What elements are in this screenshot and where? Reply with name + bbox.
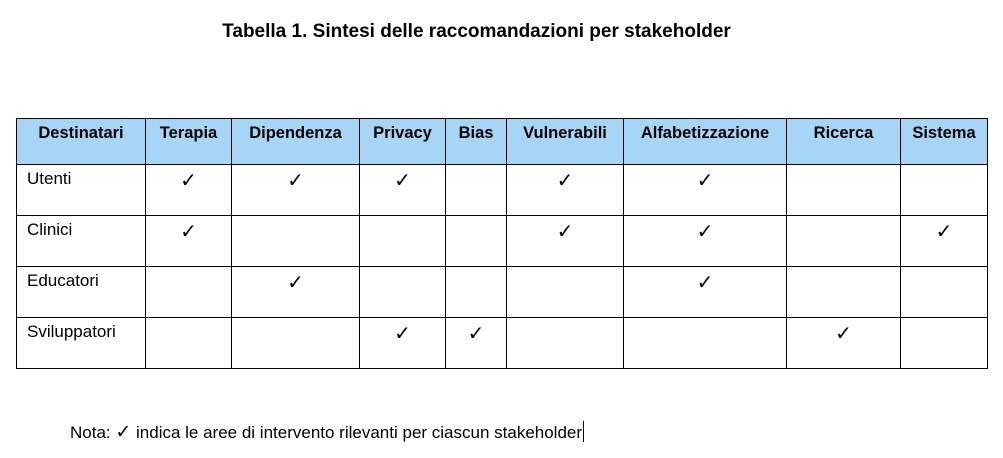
checkmark-icon: ✓ — [287, 270, 304, 294]
row-label-cell: Utenti — [17, 165, 146, 216]
table-cell — [624, 165, 787, 216]
checkmark-icon: ✓ — [180, 219, 197, 243]
table-cell — [360, 165, 446, 216]
header-cell-privacy: Privacy — [360, 119, 446, 165]
table-cell — [446, 165, 507, 216]
table-cell — [146, 165, 232, 216]
table-cell — [446, 267, 507, 318]
table-cell — [507, 165, 624, 216]
table-cell — [624, 216, 787, 267]
checkmark-icon: ✓ — [835, 321, 852, 345]
header-cell-sistema: Sistema — [901, 119, 988, 165]
recommendations-table — [16, 118, 988, 369]
row-label-cell: Sviluppatori — [17, 318, 146, 369]
table-cell — [901, 216, 988, 267]
table-cell — [901, 165, 988, 216]
checkmark-icon: ✓ — [394, 321, 411, 345]
table-cell — [507, 216, 624, 267]
header-cell-terapia: Terapia — [146, 119, 232, 165]
table-note[interactable] — [70, 421, 584, 444]
table-cell — [507, 267, 624, 318]
header-cell-ricerca: Ricerca — [787, 119, 901, 165]
checkmark-icon: ✓ — [696, 168, 714, 192]
header-cell-dipendenza: Dipendenza — [232, 119, 360, 165]
checkmark-icon: ✓ — [696, 270, 714, 294]
checkmark-icon: ✓ — [935, 219, 953, 243]
note-prefix: Nota: — [70, 423, 116, 442]
table-cell — [360, 216, 446, 267]
checkmark-icon: ✓ — [696, 219, 714, 243]
note-text: indica le aree di intervento rilevanti per ciascun stakeholder — [131, 423, 583, 442]
checkmark-icon: ✓ — [394, 168, 411, 192]
table-title: Tabella 1. Sintesi delle raccomandazioni per stakeholder — [222, 21, 731, 42]
header-cell-bias: Bias — [446, 119, 507, 165]
table-cell — [360, 267, 446, 318]
table-cell — [232, 318, 360, 369]
table-row — [17, 216, 988, 267]
table-cell — [507, 318, 624, 369]
checkmark-icon: ✓ — [115, 421, 132, 443]
table-row — [17, 267, 988, 318]
header-cell-vulnerabili: Vulnerabili — [507, 119, 624, 165]
checkmark-icon: ✓ — [467, 321, 485, 345]
text-cursor — [583, 421, 584, 442]
checkmark-icon: ✓ — [556, 168, 574, 192]
table-cell — [787, 165, 901, 216]
table-cell — [787, 216, 901, 267]
checkmark-icon: ✓ — [180, 168, 197, 192]
table-cell — [146, 267, 232, 318]
table-cell — [360, 318, 446, 369]
header-cell-destinatari: Destinatari — [17, 119, 146, 165]
row-label-cell: Educatori — [17, 267, 146, 318]
checkmark-icon: ✓ — [287, 168, 304, 192]
table-cell — [446, 318, 507, 369]
checkmark-icon: ✓ — [556, 219, 574, 243]
table-cell — [146, 318, 232, 369]
table-header-row — [17, 119, 988, 165]
table-cell — [901, 267, 988, 318]
table-cell — [624, 318, 787, 369]
header-cell-alfabetizzazione: Alfabetizzazione — [624, 119, 787, 165]
table-cell — [787, 318, 901, 369]
table-cell — [232, 267, 360, 318]
table-cell — [624, 267, 787, 318]
table-body — [17, 165, 988, 369]
table-row — [17, 318, 988, 369]
row-label-cell: Clinici — [17, 216, 146, 267]
table-cell — [446, 216, 507, 267]
table-cell — [232, 216, 360, 267]
table-cell — [901, 318, 988, 369]
table-row — [17, 165, 988, 216]
table-cell — [146, 216, 232, 267]
table-cell — [787, 267, 901, 318]
table-cell — [232, 165, 360, 216]
